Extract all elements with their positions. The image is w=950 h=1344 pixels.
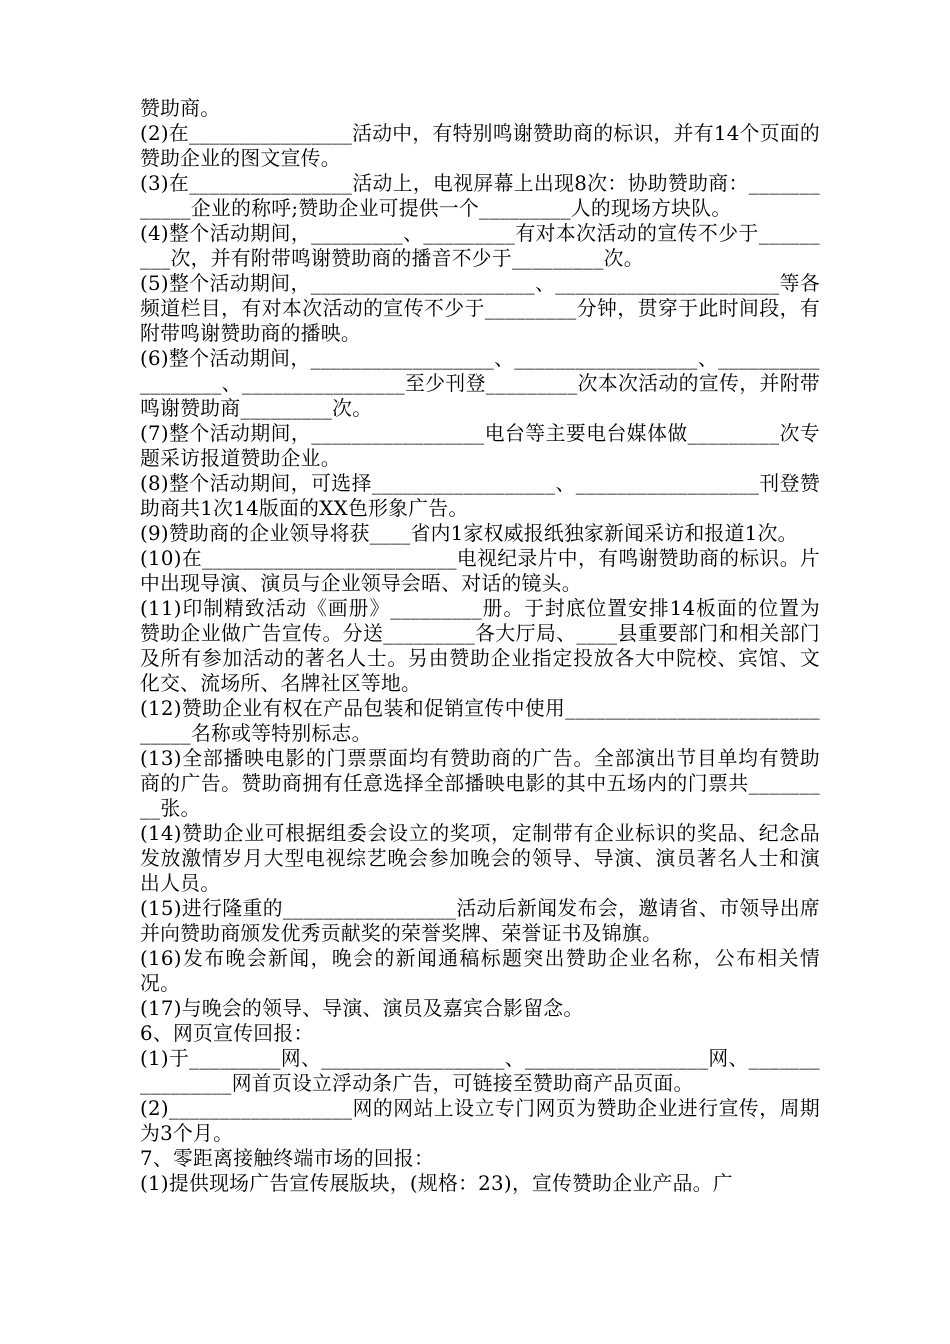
paragraph-web-item-2: (2)__________________网的网站上设立专门网页为赞助企业进行宣传，周期为3个月。: [140, 1097, 820, 1145]
paragraph-item-11: (11)印制精致活动《画册》_________册。于封底位置安排14板面的位置为赞助企业做广告宣传。分送_________各大厅局、____县重要部门和相关部门及所有参加活动的著名人士。另由赞助企业指定投放各大中院校、宾馆、文化交、流场所、名牌社区等地。: [140, 597, 820, 695]
document-body: [140, 96, 820, 1196]
section-heading-terminal-market: 7、零距离接触终端市场的回报：: [140, 1147, 435, 1170]
paragraph-item-12: (12)赞助企业有权在产品包装和促销宣传中使用______________________________名称或等特别标志。: [140, 697, 820, 745]
paragraph-item-9: (9)赞助商的企业领导将获____省内1家权威报纸独家新闻采访和报道1次。: [140, 522, 798, 545]
paragraph-item-8: (8)整个活动期间，可选择__________________、__________________刊登赞助商共1次14版面的XX色形象广告。: [140, 472, 820, 520]
paragraph-item-2: (2)在________________活动中，有特别鸣谢赞助商的标识，并有14个页面的赞助企业的图文宣传。: [140, 122, 820, 170]
paragraph-item-15: (15)进行隆重的_________________活动后新闻发布会，邀请省、市领导出席并向赞助商颁发优秀贡献奖的荣誉奖牌、荣誉证书及锦旗。: [140, 897, 820, 945]
paragraph-item-10: (10)在_________________________电视纪录片中，有鸣谢赞助商的标识。片中出现导演、演员与企业领导会晤、对话的镜头。: [140, 547, 820, 595]
paragraph-item-14: (14)赞助企业可根据组委会设立的奖项，定制带有企业标识的奖品、纪念品发放激情岁月大型电视综艺晚会参加晚会的领导、导演、演员著名人士和演出人员。: [140, 822, 820, 895]
paragraph-continuation: 赞助商。: [140, 97, 221, 120]
section-heading-web-promotion: 6、网页宣传回报：: [140, 1022, 314, 1045]
paragraph-item-4: (4)整个活动期间，_________、_________有对本次活动的宣传不少于_________次，并有附带鸣谢赞助商的播音不少于_________次。: [140, 222, 820, 270]
paragraph-item-3: (3)在________________活动上，电视屏幕上出现8次：协助赞助商：____________企业的称呼;赞助企业可提供一个_________人的现场方块队。: [140, 172, 820, 220]
paragraph-item-16: (16)发布晚会新闻，晚会的新闻通稿标题突出赞助企业名称，公布相关情况。: [140, 947, 820, 995]
paragraph-item-6: (6)整个活动期间，__________________、__________________、__________________、________________至少刊登_________次本次活动的宣传，并附带鸣谢赞助商_________次。: [140, 347, 820, 420]
paragraph-item-13: (13)全部播映电影的门票票面均有赞助商的广告。全部演出节目单均有赞助商的广告。赞助商拥有任意选择全部播映电影的其中五场内的门票共_________张。: [140, 747, 820, 820]
paragraph-item-5: (5)整个活动期间，______________________、______________________等各频道栏目，有对本次活动的宣传不少于_________分钟，贯穿于此时间段，有附带鸣谢赞助商的播映。: [140, 272, 820, 345]
paragraph-terminal-item-1: (1)提供现场广告宣传展版块，(规格：23)，宣传赞助企业产品。广: [140, 1172, 733, 1195]
paragraph-web-item-1: (1)于_________网、__________________、__________________网、________________网首页设立浮动条广告，可链接至赞助商产品页面。: [140, 1047, 820, 1095]
paragraph-item-7: (7)整个活动期间，_________________电台等主要电台媒体做_________次专题采访报道赞助企业。: [140, 422, 820, 470]
paragraph-item-17: (17)与晚会的领导、导演、演员及嘉宾合影留念。: [140, 997, 584, 1020]
